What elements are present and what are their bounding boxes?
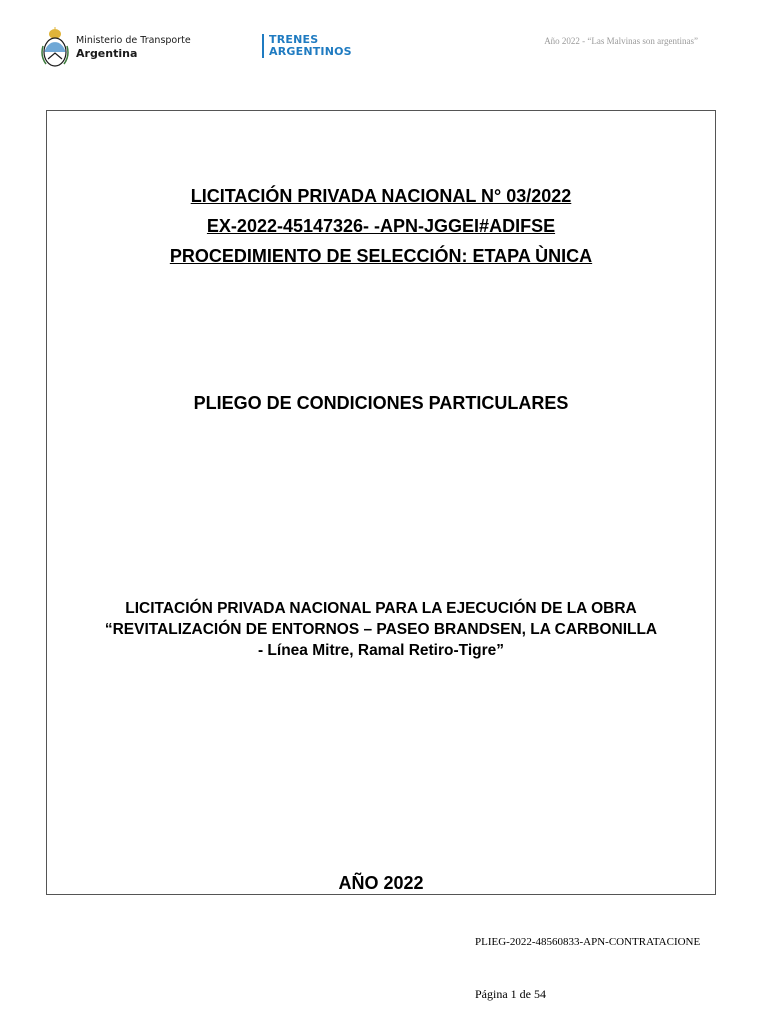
argentinos-label: ARGENTINOS — [269, 45, 352, 58]
ministerio-label: Ministerio de Transporte — [76, 35, 191, 46]
obra-line-1: LICITACIÓN PRIVADA NACIONAL PARA LA EJECUCIÓN DE LA OBRA — [125, 600, 637, 617]
trenes-label: TRENES — [269, 33, 319, 46]
trenes-argentinos-logo — [262, 34, 352, 58]
ministerio-logo — [40, 25, 191, 69]
title-procedimiento: PROCEDIMIENTO DE SELECCIÓN: ETAPA ÙNICA — [169, 246, 593, 266]
document-code: PLIEG-2022-48560833-APN-CONTRATACIONE — [475, 936, 701, 948]
page-header — [0, 0, 770, 80]
page-number: Página 1 de 54 — [475, 987, 546, 1001]
title-expediente: EX-2022-45147326- -APN-JGGEI#ADIFSE — [206, 216, 556, 236]
header-lema: Año 2022 - “Las Malvinas son argentinas” — [544, 36, 698, 46]
pliego-title: PLIEGO DE CONDICIONES PARTICULARES — [193, 393, 569, 413]
obra-line-3: - Línea Mitre, Ramal Retiro-Tigre” — [257, 642, 505, 659]
obra-line-2: “REVITALIZACIÓN DE ENTORNOS – PASEO BRANDSEN, LA CARBONILLA — [104, 621, 658, 638]
argentina-label: Argentina — [76, 47, 138, 60]
title-licitacion: LICITACIÓN PRIVADA NACIONAL N° 03/2022 — [190, 186, 572, 206]
obra-description — [46, 598, 716, 661]
cover-year: AÑO 2022 — [338, 873, 424, 893]
escudo-icon — [40, 26, 70, 68]
